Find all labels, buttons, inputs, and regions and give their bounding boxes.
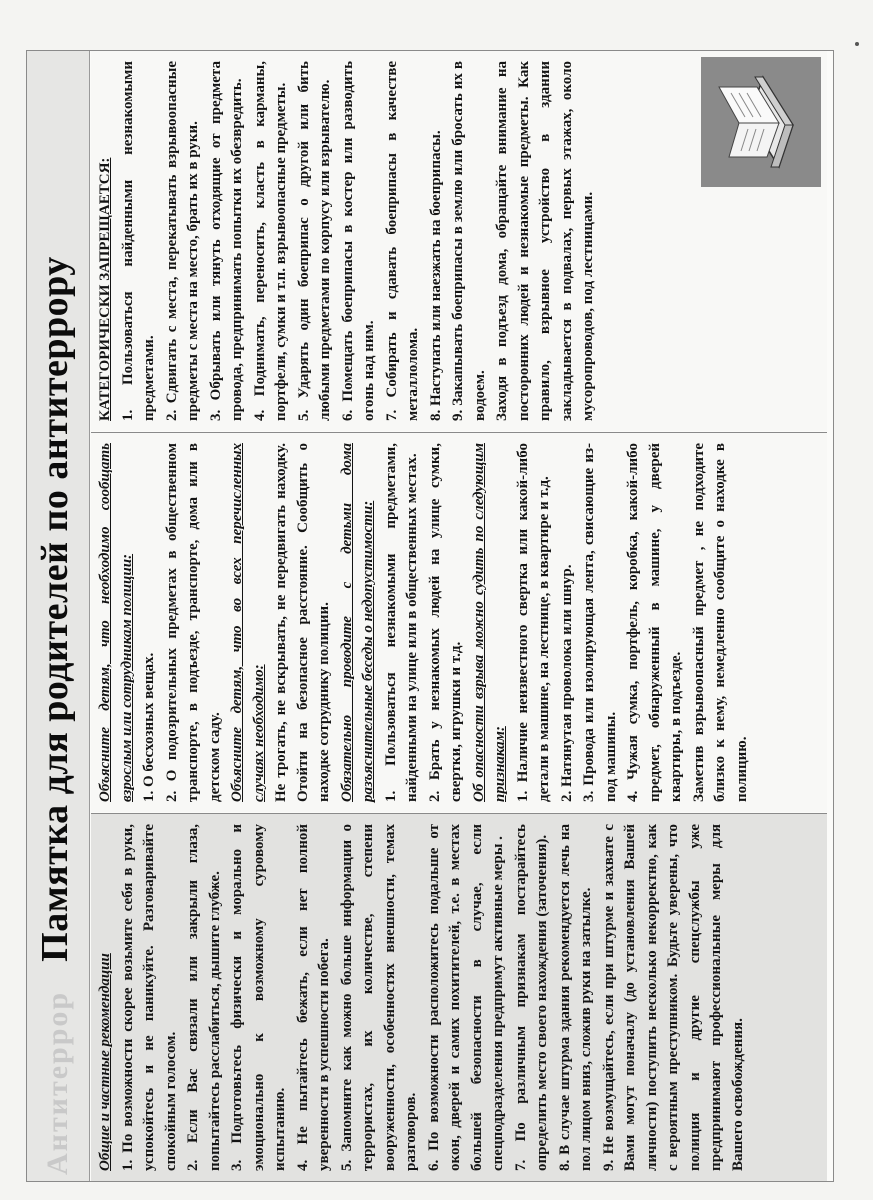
- list-item: 2. Если Вас связали или закрыли глаза, попытайтесь расслабиться, дышите глубже.: [185, 824, 223, 1171]
- section-heading: Обязательно проводите с детьми дома разъяснительные беседы о недопустимости:: [338, 443, 376, 802]
- page-title: Памятка для родителей по антитеррору: [34, 256, 76, 962]
- memo-sheet: [26, 50, 834, 1182]
- list-item: 9. Закапывать боеприпасы в землю или бросать их в водоем.: [450, 61, 488, 421]
- rotated-content: [27, 51, 833, 1181]
- list-item: 5. Ударять один боеприпас о другой или бить любыми предметами по корпусу или взрывателю.: [295, 61, 333, 421]
- list-item: 1. Пользоваться найденными незнакомыми предметами.: [119, 61, 157, 421]
- list-item: 1. Наличие неизвестного свертка или какой-либо детали в машине, на лестнице, в квартире и т.д.: [514, 443, 552, 802]
- list-item: 3. Подготовьтесь физически и морально и эмоционально к возможному суровому испытанию.: [229, 824, 288, 1171]
- title-bar: [27, 51, 90, 1181]
- list-item: 6. Помещать боеприпасы в костер или разводить огонь над ним.: [339, 61, 377, 421]
- column-prohibited: [91, 51, 827, 431]
- list-item: 2. Брать у незнакомых людей на улице сумки, свертки, игрушки и т.д.: [426, 443, 464, 802]
- list-item: 2. Натянутая проволока или шнур.: [558, 564, 575, 802]
- list-item: 8. В случае штурма здания рекомендуется лечь на пол лицом вниз, сложив руки на затылке.: [556, 824, 594, 1171]
- paragraph: Заметив взрывоопасный предмет , не подходите близко к нему, немедленно сообщите о находке в полицию.: [690, 443, 750, 802]
- list-item: 1. О бесхозных вещах.: [141, 652, 157, 802]
- section-heading: Об опасности взрыва можно судить по следующим признакам:: [470, 443, 508, 802]
- section-heading: Общие и частные рекомендации: [97, 953, 113, 1171]
- list-item: 1. По возможности скорее возьмите себя в руки, успокойтесь и не паникуйте. Разговаривайте спокойным голосом.: [119, 824, 179, 1171]
- paragraph: Не трогать, не вскрывать, не передвигать находку. Отойти на безопасное расстояние. Сообщить о находке сотруднику полиции.: [273, 443, 332, 802]
- column-children-instructions: [91, 432, 827, 812]
- paragraph: Заходя в подъезд дома, обращайте внимание на посторонних людей и незнакомые предметы. Как правило, взрывное устройство в здании закладывается в подвалах, первых этажах, около мусоропроводов, под лестницами.: [494, 61, 596, 421]
- list-item: 2. О подозрительных предметах в общественном транспорте, в подъезде, транспорте, дома или в детском саду.: [163, 443, 223, 802]
- list-item: 4. Поднимать, переносить, класть в карманы, портфели, сумки и т.п. взрывоопасные предметы.: [251, 61, 289, 421]
- faded-header: Антитеррор: [41, 990, 74, 1175]
- list-item: 9. Не возмущайтесь, если при штурме и захвате с Вами могут поначалу (до установления Вашей личности) поступить несколько некорректно, как с вероятным преступником. Будьте уверены, что полиция и другие спецслужбы уже предпринимают профессиональные меры для Вашего освобождения.: [600, 824, 746, 1171]
- list-item: 8. Наступать или наезжать на боеприпасы.: [427, 130, 444, 421]
- list-item: 3. Провода или изолирующая лента, свисающие из-под машины.: [581, 443, 619, 802]
- list-item: 6. По возможности расположитесь подальше от окон, дверей и самих похитителей, т.е. в местах большей безопасности в случае, если спецподразделения предпримут активные меры .: [425, 824, 506, 1171]
- section-heading: Объясните детям, что необходимо сообщать взрослым или сотрудникам полиции:: [97, 443, 135, 802]
- list-item: 7. Собирать и сдавать боеприпасы в качестве металлолома.: [383, 61, 421, 421]
- column-general-recommendations: [91, 813, 827, 1181]
- scan-speck: [855, 42, 859, 46]
- list-item: 1. Пользоваться незнакомыми предметами, найденными на улице или в общественных местах.: [382, 443, 420, 802]
- section-heading: Объясните детям, что во всех перечисленных случаях необходимо:: [229, 443, 267, 802]
- book-icon: [701, 57, 821, 187]
- list-item: 2. Сдвигать с места, перекатывать взрывоопасные предметы с места на место, брать их в руки.: [163, 61, 201, 421]
- list-item: 5. Запомните как можно больше информации о террористах, их количестве, степени вооруженности, особенностях внешности, темах разговоров.: [338, 824, 419, 1171]
- list-item: 4. Не пытайтесь бежать, если нет полной уверенности в успешности побега.: [294, 824, 332, 1171]
- list-item: 3. Обрывать или тянуть отходящие от предмета провода, предпринимать попытки их обезвредить.: [207, 61, 245, 421]
- list-item: 4. Чужая сумка, портфель, коробка, какой-либо предмет, обнаруженный в машине, у дверей квартиры, в подъезде.: [625, 443, 684, 802]
- list-item: 7. По различным признакам постарайтесь определить место своего нахождения (заточения).: [512, 824, 550, 1171]
- section-heading: КАТЕГОРИЧЕСКИ ЗАПРЕЩАЕТСЯ:: [97, 157, 113, 421]
